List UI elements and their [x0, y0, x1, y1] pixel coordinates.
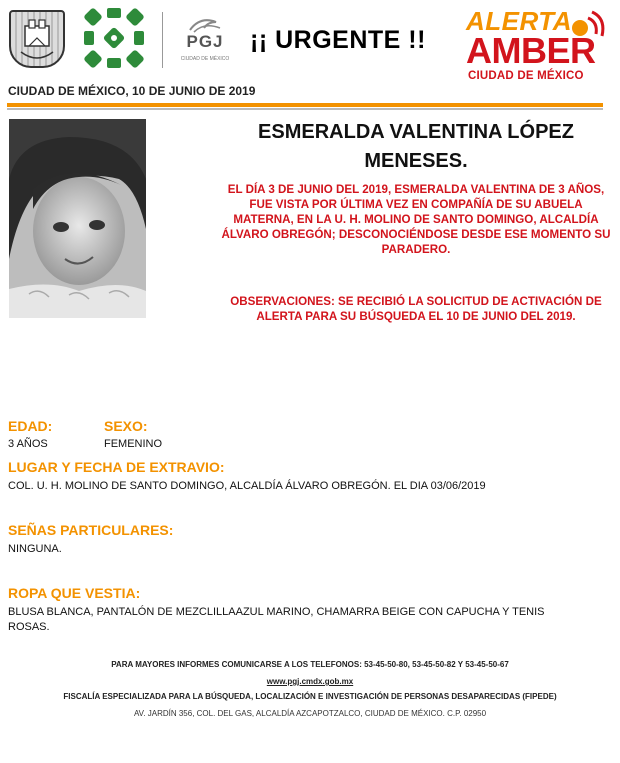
place-value: COL. U. H. MOLINO DE SANTO DOMINGO, ALCALDÍA ÁLVARO OBREGÓN. EL DIA 03/06/2019 — [8, 480, 486, 492]
alerta-amber-logo-icon — [466, 6, 610, 88]
cdmx-green-logo-icon — [82, 6, 146, 70]
clothes-label: ROPA QUE VESTIA: — [8, 585, 141, 601]
person-name-line1: ESMERALDA VALENTINA LÓPEZ — [258, 121, 574, 143]
age-label: EDAD: — [8, 418, 53, 434]
amber-logo-city: CIUDAD DE MÉXICO — [468, 70, 584, 82]
date-line: CIUDAD DE MÉXICO, 10 DE JUNIO DE 2019 — [8, 84, 256, 98]
footer-phones: PARA MAYORES INFORMES COMUNICARSE A LOS TELEFONOS: 53-45-50-80, 53-45-50-82 Y 53-45-50-67 — [111, 660, 509, 669]
logo-divider — [162, 12, 163, 68]
clothes-value-line1: BLUSA BLANCA, PANTALÓN DE MEZCLILLAAZUL MARINO, CHAMARRA BEIGE CON CAPUCHA Y TENIS — [8, 606, 545, 618]
footer-website-link[interactable]: www.pgj.cmdx.gob.mx — [266, 677, 354, 686]
narrative-text: EL DÍA 3 DE JUNIO DEL 2019, ESMERALDA VALENTINA DE 3 AÑOS, FUE VISTA POR ÚLTIMA VEZ EN COMPAÑÍA DE SU ABUELA MATERNA, EN LA U. H. MOLINO DE SANTO DOMINGO, ALCALDÍA ÁLVARO OBREGÓN; DESCONOCIÉNDOSE DESDE ESE MOMENTO SU PARADERO. — [221, 183, 611, 256]
age-value: 3 AÑOS — [8, 438, 48, 450]
amber-logo-amber: AMBER — [466, 30, 596, 71]
missing-child-photo — [9, 119, 146, 318]
person-name — [220, 118, 612, 176]
footer-address: AV. JARDÍN 356, COL. DEL GAS, ALCALDÍA AZCAPOTZALCO, CIUDAD DE MÉXICO. C.P. 02950 — [133, 709, 487, 718]
pgj-logo-text: PGJ — [186, 32, 224, 51]
marks-value: NINGUNA. — [8, 543, 62, 555]
amber-logo-alerta: ALERTA — [466, 6, 573, 36]
sex-label: SEXO: — [104, 418, 148, 434]
sex-value: FEMENINO — [104, 438, 163, 450]
footer-agency: FISCALÍA ESPECIALIZADA PARA LA BÚSQUEDA, LOCALIZACIÓN E INVESTIGACIÓN DE PERSONAS DESAPARECIDAS (FIPEDE) — [63, 692, 557, 701]
person-name-line2: MENESES. — [364, 150, 468, 172]
observations-text: OBSERVACIONES: SE RECIBIÓ LA SOLICITUD DE ACTIVACIÓN DE ALERTA PARA SU BÚSQUEDA EL 10 DE JUNIO DEL 2019. — [230, 295, 602, 323]
header-rule-grey — [7, 108, 603, 110]
clothes-value-line2: ROSAS. — [8, 621, 50, 633]
marks-label: SEÑAS PARTICULARES: — [8, 522, 174, 538]
place-label: LUGAR Y FECHA DE EXTRAVIO: — [8, 459, 225, 475]
header-rule-orange — [7, 103, 603, 107]
pgj-logo-subtext: CIUDAD DE MÉXICO — [180, 56, 230, 62]
cdmx-coat-of-arms-icon — [9, 10, 65, 68]
urgent-title: ¡¡ URGENTE !! — [250, 26, 426, 54]
